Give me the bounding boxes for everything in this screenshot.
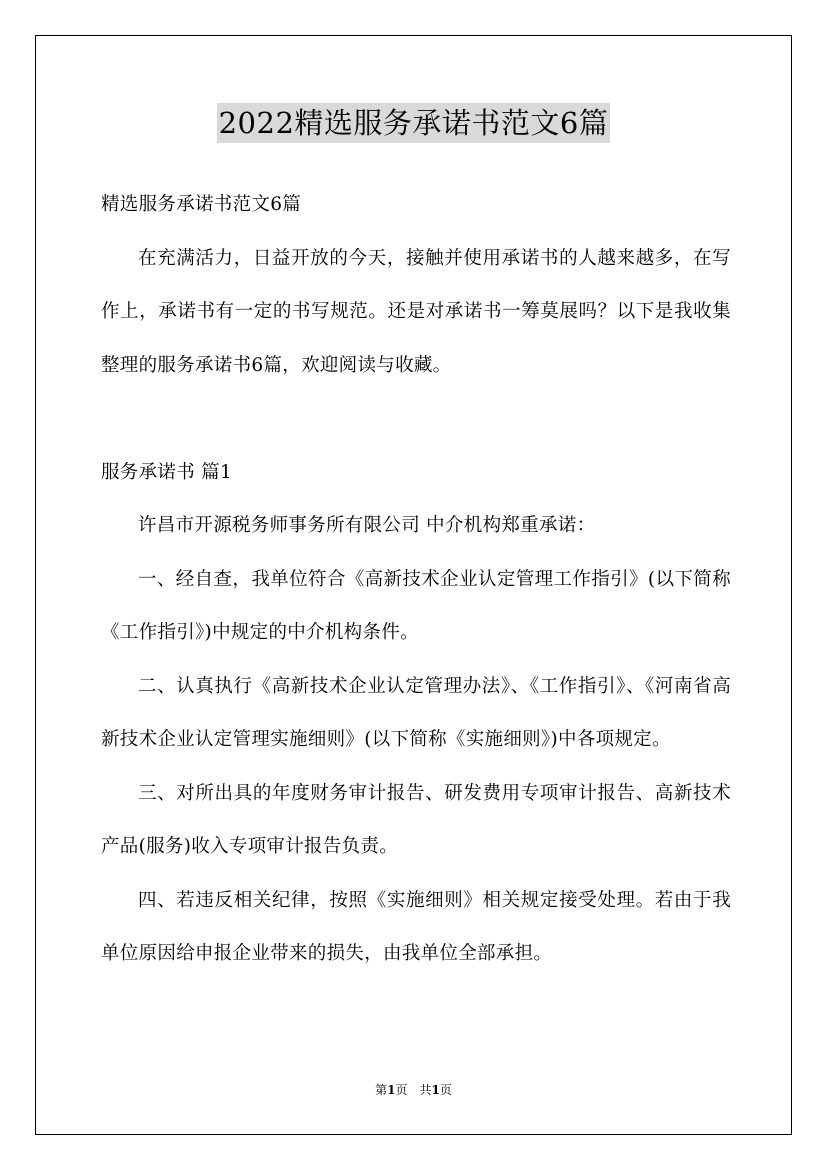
paragraph: 二、认真执行《高新技术企业认定管理办法》、《工作指引》、《河南省高新技术企业认定管理实施细则》(以下简称《实施细则》)中各项规定。 [101, 675, 731, 750]
paragraph: 三、对所出具的年度财务审计报告、研发费用专项审计报告、高新技术产品(服务)收入专项审计报告负责。 [101, 782, 731, 857]
blank-line [101, 392, 731, 446]
document-title: 2022精选服务承诺书范文6篇 [217, 103, 611, 143]
document-body [101, 178, 731, 981]
total-page-number: 1 [431, 1083, 440, 1097]
paragraph: 精选服务承诺书范文6篇 [101, 194, 302, 215]
section-heading: 服务承诺书 篇1 [101, 461, 233, 483]
footer-mid: 页 共 [395, 1083, 432, 1097]
page-footer [0, 1082, 827, 1098]
footer-prefix: 第 [375, 1083, 388, 1097]
paragraph: 在充满活力，日益开放的今天，接触并使用承诺书的人越来越多，在写作上，承诺书有一定的书写规范。还是对承诺书一筹莫展吗？以下是我收集整理的服务承诺书6篇，欢迎阅读与收藏。 [101, 247, 731, 376]
title-wrap [0, 103, 827, 143]
current-page-number: 1 [387, 1083, 396, 1097]
paragraph: 一、经自查，我单位符合《高新技术企业认定管理工作指引》(以下简称《工作指引》)中规定的中介机构条件。 [101, 568, 731, 643]
footer-suffix: 页 [439, 1083, 452, 1097]
paragraph: 许昌市开源税务师事务所有限公司 中介机构郑重承诺： [138, 515, 596, 536]
paragraph: 四、若违反相关纪律，按照《实施细则》相关规定接受处理。若由于我单位原因给申报企业带来的损失，由我单位全部承担。 [101, 889, 731, 964]
